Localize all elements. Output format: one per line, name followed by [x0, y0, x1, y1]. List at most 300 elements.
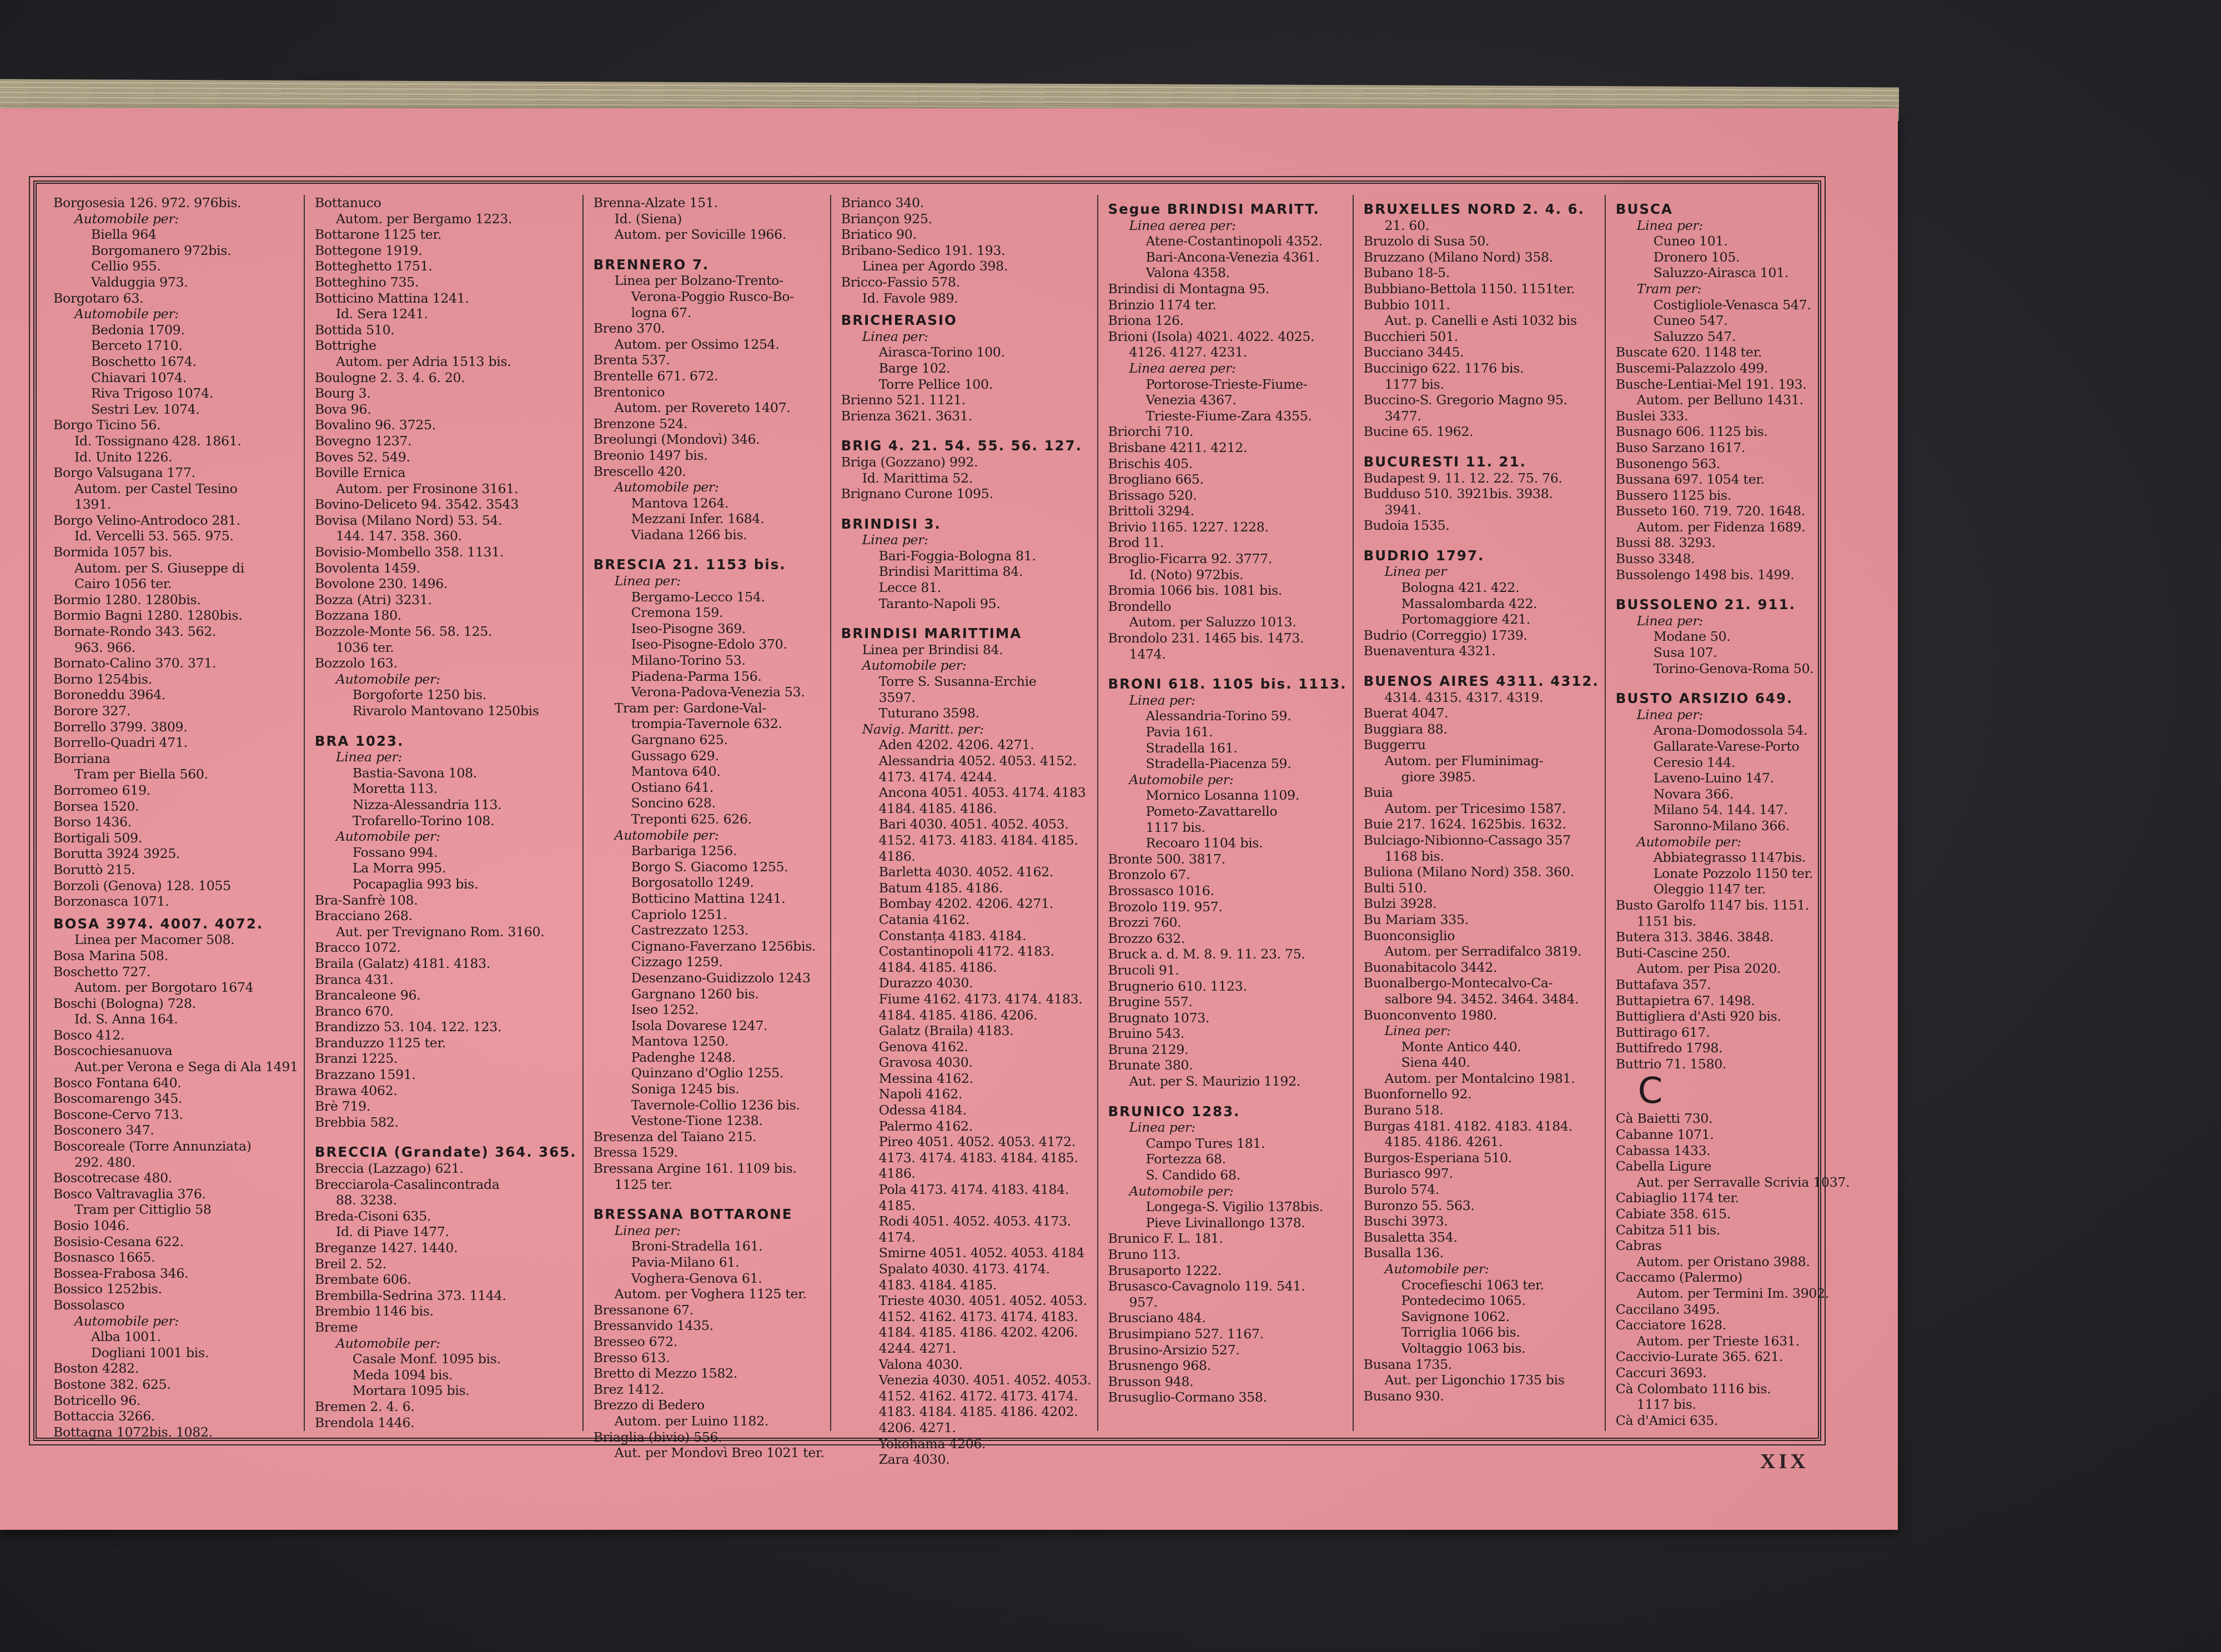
- index-entry: Bornato-Calino 370. 371.: [53, 655, 217, 671]
- index-entry: Treponti 625. 626.: [631, 811, 752, 827]
- index-entry: Bova 96.: [314, 401, 371, 417]
- index-entry: Linea per:: [335, 749, 403, 765]
- index-entry: Bortigali 509.: [53, 830, 142, 846]
- index-entry: Riva Trigoso 1074.: [91, 385, 214, 401]
- index-entry: Automobile per:: [614, 827, 719, 843]
- index-entry: Bubano 18-5.: [1363, 265, 1450, 281]
- index-entry: Autom. per Rovereto 1407.: [614, 400, 791, 416]
- index-entry: Brendola 1446.: [314, 1414, 415, 1430]
- index-entry: Pavia-Milano 61.: [631, 1254, 740, 1270]
- index-entry: Bressanone 67.: [593, 1302, 694, 1318]
- index-entry: Busnago 606. 1125 bis.: [1615, 424, 1768, 440]
- index-entry: Borgo S. Giacomo 1255.: [631, 858, 788, 875]
- index-entry: Constanța 4183. 4184.: [878, 927, 1027, 943]
- index-entry: Rodi 4051. 4052. 4053. 4173.: [878, 1213, 1071, 1229]
- index-entry: Gussago 629.: [631, 747, 719, 764]
- index-entry: Pavia 161.: [1145, 724, 1213, 740]
- section-heading: BRESSANA BOTTARONE: [593, 1206, 793, 1223]
- index-entry: Buriasco 997.: [1363, 1166, 1453, 1182]
- index-entry: Cacciatore 1628.: [1615, 1317, 1727, 1333]
- spacer: [1364, 534, 1599, 541]
- index-entry: Bottagna 1072bis. 1082.: [53, 1424, 213, 1440]
- index-entry: Budoia 1535.: [1363, 518, 1450, 534]
- index-entry: Borromeo 619.: [53, 782, 150, 798]
- index-entry: Budapest 9. 11. 12. 22. 75. 76.: [1363, 470, 1562, 486]
- index-entry: Bubbiano-Bettola 1150. 1151ter.: [1363, 280, 1575, 297]
- index-entry: Linea per: [1384, 564, 1447, 580]
- index-entry: Aut. per Trevignano Rom. 3160.: [335, 923, 545, 940]
- index-entry: Linea per:: [1129, 1119, 1195, 1136]
- index-entry: Tram per Biella 560.: [74, 766, 208, 782]
- index-entry: Bra-Sanfrè 108.: [314, 892, 418, 908]
- index-entry: 963. 966.: [74, 639, 135, 655]
- index-entry: Bresso 613.: [593, 1349, 670, 1365]
- index-entry: Linea per Bolzano-Trento-: [614, 273, 783, 289]
- index-entry: Boulogne 2. 3. 4. 6. 20.: [314, 369, 465, 385]
- index-entry: Bretto di Mezzo 1582.: [593, 1365, 737, 1382]
- index-entry: Valona 4358.: [1145, 265, 1230, 281]
- index-entry: 4185.: [878, 1197, 916, 1213]
- page-number: XIX: [1760, 1450, 1809, 1473]
- index-entry: 1391.: [74, 496, 112, 513]
- index-entry: Cabella Ligure: [1615, 1158, 1712, 1174]
- index-entry: Brusuglio-Cormano 358.: [1108, 1389, 1267, 1405]
- index-entry: Tram per:: [1636, 280, 1702, 297]
- index-entry: Borriana: [53, 750, 110, 766]
- index-entry: Botticino Mattina 1241.: [631, 890, 786, 906]
- index-entry: Bosconero 347.: [53, 1122, 154, 1138]
- index-entry: 4314. 4315. 4317. 4319.: [1384, 689, 1544, 705]
- index-entry: Id. (Noto) 972bis.: [1129, 566, 1244, 583]
- index-entry: Bovolenta 1459.: [314, 560, 420, 576]
- index-entry: Brianco 340.: [841, 195, 924, 210]
- index-entry: Botteghetto 1751.: [314, 258, 433, 274]
- index-entry: Automobile per:: [1129, 1183, 1234, 1199]
- index-entry: Aut. per S. Maurizio 1192.: [1129, 1073, 1301, 1089]
- index-entry: Saluzzo 547.: [1653, 328, 1736, 344]
- index-entry: Boschi (Bologna) 728.: [53, 995, 196, 1011]
- index-entry: Batum 4185. 4186.: [878, 880, 1003, 896]
- index-entry: Cà Colombato 1116 bis.: [1615, 1380, 1771, 1397]
- index-entry: Bari 4030. 4051. 4052. 4053.: [878, 816, 1069, 832]
- index-entry: 4186.: [878, 848, 916, 864]
- index-entry: Bosisio-Cesana 622.: [53, 1233, 184, 1249]
- index-entry: Bruno 113.: [1108, 1247, 1180, 1262]
- index-entry: Voltaggio 1063 bis.: [1401, 1340, 1526, 1356]
- index-entry: Linea per:: [1129, 692, 1195, 708]
- index-entry: Automobile per:: [1636, 833, 1741, 850]
- index-entry: Barbariga 1256.: [631, 843, 737, 859]
- index-entry: Brondolo 231. 1465 bis. 1473.: [1108, 630, 1304, 646]
- index-entry: Buonconsiglio: [1363, 927, 1455, 943]
- index-entry: Bozzana 180.: [314, 607, 402, 624]
- index-entry: Tram per Cittiglio 58: [74, 1202, 212, 1218]
- index-entry: Viadana 1266 bis.: [631, 526, 747, 543]
- index-entry: Borgosatollo 1249.: [631, 875, 754, 891]
- index-entry: Automobile per:: [74, 210, 179, 227]
- index-entry: Bulciago-Nibionno-Cassago 357: [1363, 832, 1571, 848]
- index-entry: Brembilla-Sedrina 373. 1144.: [314, 1287, 506, 1303]
- spacer: [841, 502, 1092, 510]
- index-entry: Borzonasca 1071.: [53, 893, 169, 910]
- index-entry: Bracco 1072.: [314, 940, 401, 956]
- index-entry: Padenghe 1248.: [631, 1049, 736, 1065]
- section-heading: BRUNICO 1283.: [1108, 1103, 1240, 1119]
- index-entry: Cignano-Faverzano 1256bis.: [631, 938, 816, 954]
- index-entry: Branduzzo 1125 ter.: [314, 1035, 446, 1051]
- section-heading: BRINDISI 3.: [841, 515, 941, 532]
- index-entry: Bormio 1280. 1280bis.: [53, 591, 201, 607]
- index-entry: Borno 1254bis.: [53, 671, 152, 687]
- index-entry: Borsea 1520.: [53, 798, 139, 814]
- index-entry: Boscomarengo 345.: [53, 1091, 183, 1107]
- index-entry: Brugnato 1073.: [1108, 1010, 1210, 1026]
- section-heading: BRA 1023.: [314, 732, 404, 749]
- index-entry: Palermo 4162.: [878, 1118, 973, 1134]
- index-entry: Id. (Siena): [614, 210, 682, 227]
- index-entry: Linea per:: [862, 328, 928, 344]
- index-entry: Isola Dovarese 1247.: [631, 1017, 768, 1033]
- index-entry: Catania 4162.: [878, 911, 970, 927]
- index-entry: 4152. 4162. 4173. 4174. 4183.: [878, 1308, 1078, 1324]
- index-entry: Buronzo 55. 563.: [1363, 1197, 1475, 1213]
- index-entry: Messina 4162.: [878, 1070, 973, 1086]
- index-entry: Burgos-Esperiana 510.: [1363, 1149, 1513, 1166]
- index-entry: Brusino-Arsizio 527.: [1108, 1342, 1240, 1358]
- index-entry: Buccino-S. Gregorio Magno 95.: [1363, 392, 1567, 408]
- index-entry: 4183. 4184. 4185.: [878, 1277, 997, 1293]
- index-entry: Biella 964: [91, 227, 157, 243]
- index-entry: Borutta 3924 3925.: [53, 846, 180, 862]
- index-entry: Caccilano 3495.: [1615, 1301, 1720, 1317]
- index-entry: Laveno-Luino 147.: [1653, 770, 1774, 786]
- index-entry: Torre Pellice 100.: [878, 376, 993, 392]
- index-entry: Borore 327.: [53, 703, 130, 719]
- index-entry: 957.: [1129, 1294, 1158, 1310]
- index-entry: 292. 480.: [74, 1154, 135, 1170]
- index-entry: 1036 ter.: [335, 639, 394, 655]
- index-entry: Brindisi Marittima 84.: [878, 564, 1023, 580]
- index-entry: Verona-Poggio Rusco-Bo-: [631, 288, 794, 304]
- index-entry: Bovisa (Milano Nord) 53. 54.: [314, 512, 503, 528]
- index-entry: Crocefieschi 1063 ter.: [1401, 1277, 1544, 1293]
- index-entry: 4174.: [878, 1229, 916, 1245]
- index-entry: Boscochiesanuova: [53, 1043, 173, 1059]
- index-entry: 1117 bis.: [1145, 819, 1205, 835]
- index-entry: Brondello: [1108, 598, 1172, 614]
- index-entry: Quinzano d'Oglio 1255.: [631, 1065, 784, 1081]
- section-heading: Segue BRINDISI MARITT.: [1108, 201, 1320, 217]
- index-entry: Cuneo 547.: [1653, 313, 1728, 329]
- index-entry: Bosco 412.: [53, 1027, 125, 1043]
- index-column-5: [1098, 195, 1354, 1431]
- index-entry: Mantova 640.: [631, 764, 721, 780]
- index-entry: Automobile per:: [1384, 1261, 1489, 1277]
- index-entry: Bruzzano (Milano Nord) 358.: [1363, 249, 1554, 265]
- index-entry: Capriolo 1251.: [631, 906, 727, 922]
- index-entry: Autom. per Fluminimag-: [1384, 753, 1544, 769]
- index-entry: Pieve Livinallongo 1378.: [1145, 1214, 1305, 1231]
- index-entry: Bussi 88. 3293.: [1615, 535, 1716, 551]
- index-entry: Bormida 1057 bis.: [53, 544, 173, 560]
- index-entry: Linea per:: [1636, 217, 1703, 233]
- section-heading: BUSSOLENO 21. 911.: [1615, 596, 1796, 613]
- index-entry: Gargnano 625.: [631, 732, 728, 747]
- index-entry: Brozzi 760.: [1108, 915, 1182, 931]
- index-entry: Briorchi 710.: [1108, 424, 1194, 440]
- index-entry: Bari-Foggia-Bologna 81.: [878, 548, 1036, 564]
- index-entry: Barge 102.: [878, 360, 951, 376]
- index-entry: Brienza 3621. 3631.: [841, 408, 972, 424]
- index-entry: Boves 52. 549.: [314, 449, 410, 465]
- index-entry: Valona 4030.: [878, 1356, 963, 1372]
- index-entry: Fossano 994.: [352, 844, 438, 860]
- spacer: [1364, 659, 1599, 667]
- index-entry: Buonconvento 1980.: [1363, 1007, 1497, 1023]
- index-entry: Buliona (Milano Nord) 358. 360.: [1363, 864, 1574, 880]
- spacer: [315, 1130, 577, 1138]
- index-entry: Boruttò 215.: [53, 861, 135, 877]
- index-entry: Id. Favole 989.: [862, 290, 958, 306]
- index-entry: Broglio-Ficarra 92. 3777.: [1108, 551, 1273, 567]
- index-entry: Saluzzo-Airasca 101.: [1653, 265, 1789, 281]
- index-entry: Pola 4173. 4174. 4183. 4184.: [878, 1182, 1069, 1198]
- index-entry: Atene-Costantinopoli 4352.: [1145, 233, 1323, 249]
- index-entry: Aut. per Ligonchio 1735 bis: [1384, 1372, 1565, 1388]
- index-entry: Busto Garolfo 1147 bis. 1151.: [1615, 897, 1810, 913]
- index-entry: Costigliole-Venasca 547.: [1653, 297, 1811, 313]
- index-entry: Bovalino 96. 3725.: [314, 417, 436, 433]
- index-entry: Autom. per Ossimo 1254.: [614, 336, 780, 352]
- index-entry: Bracciano 268.: [314, 908, 413, 924]
- index-entry: Bottegone 1919.: [314, 242, 423, 258]
- index-entry: Bressana Argine 161. 1109 bis.: [593, 1161, 797, 1177]
- index-entry: Valduggia 973.: [91, 274, 188, 290]
- index-entry: Berceto 1710.: [91, 338, 183, 354]
- index-entry: Brogliano 665.: [1108, 471, 1204, 488]
- index-entry: Id. Vercelli 53. 565. 975.: [74, 528, 234, 544]
- index-entry: Bosco Fontana 640.: [53, 1074, 182, 1091]
- index-entry: Linea per Macomer 508.: [74, 932, 235, 948]
- index-entry: Bussana 697. 1054 ter.: [1615, 471, 1765, 488]
- index-entry: Bruino 543.: [1108, 1026, 1184, 1042]
- index-entry: Iseo 1252.: [631, 1002, 699, 1018]
- index-entry: Automobile per:: [614, 479, 719, 495]
- index-entry: Brentonico: [593, 384, 665, 400]
- index-entry: Pocapaglia 993 bis.: [352, 876, 479, 892]
- book-page: [0, 108, 1898, 1530]
- spacer: [594, 543, 825, 550]
- spacer: [594, 243, 825, 250]
- index-entry: Cairo 1056 ter.: [74, 576, 172, 592]
- index-entry: Bovolone 230. 1496.: [314, 576, 448, 592]
- index-entry: Bribano-Sedico 191. 193.: [841, 242, 1006, 258]
- index-entry: Bozzole-Monte 56. 58. 125.: [314, 624, 493, 640]
- index-entry: Brioni (Isola) 4021. 4022. 4025.: [1108, 328, 1315, 344]
- index-entry: Brescello 420.: [593, 463, 686, 479]
- index-entry: Gargnano 1260 bis.: [631, 986, 759, 1002]
- index-entry: Breda-Cisoni 635.: [314, 1208, 431, 1224]
- index-entry: Id. Sera 1241.: [335, 306, 428, 322]
- index-entry: Yokohama 4206.: [878, 1435, 986, 1452]
- index-entry: Alessandria-Torino 59.: [1145, 708, 1292, 724]
- index-entry: Breno 370.: [593, 320, 665, 337]
- index-entry: 3941.: [1384, 501, 1421, 518]
- index-entry: 4152. 4162. 4172. 4173. 4174.: [878, 1388, 1078, 1404]
- index-entry: Dronero 105.: [1653, 249, 1740, 265]
- section-heading: BRECCIA (Grandate) 364. 365.: [314, 1144, 577, 1161]
- index-entry: Brusasco-Cavagnolo 119. 541.: [1108, 1278, 1305, 1294]
- index-entry: Brecciarola-Casalincontrada: [314, 1176, 500, 1192]
- index-entry: Stradella 161.: [1145, 740, 1238, 756]
- index-entry: Boville Ernica: [314, 465, 406, 481]
- index-entry: Brenzone 524.: [593, 415, 688, 431]
- index-entry: Iseo-Pisogne-Edolo 370.: [631, 636, 787, 652]
- index-entry: Bressa 1529.: [593, 1144, 678, 1161]
- index-entry: giore 3985.: [1401, 769, 1476, 785]
- index-entry: 3477.: [1384, 408, 1421, 424]
- index-entry: 144. 147. 358. 360.: [335, 528, 462, 544]
- index-entry: Boscone-Cervo 713.: [53, 1106, 183, 1122]
- index-entry: Botticino Mattina 1241.: [314, 290, 469, 306]
- index-entry: 1125 ter.: [614, 1176, 673, 1192]
- index-entry: Brignano Curone 1095.: [841, 486, 993, 502]
- index-entry: Bruna 2129.: [1108, 1041, 1189, 1057]
- index-entry: Chiavari 1074.: [91, 369, 187, 385]
- index-entry: 3597.: [878, 689, 916, 705]
- index-entry: 4244. 4271.: [878, 1340, 956, 1356]
- index-entry: Briaglia (bivio) 556.: [593, 1429, 722, 1445]
- index-entry: Linea per:: [1384, 1023, 1451, 1039]
- index-entry: Busonengo 563.: [1615, 455, 1721, 471]
- index-entry: Bastia-Savona 108.: [352, 765, 478, 781]
- index-entry: 1151 bis.: [1636, 913, 1696, 929]
- index-entry: Bottaccia 3266.: [53, 1408, 155, 1424]
- index-entry: Sestri Lev. 1074.: [91, 401, 200, 417]
- index-entry: Automobile per:: [335, 1335, 440, 1351]
- index-entry: Autom. per Castel Tesino: [74, 480, 238, 496]
- index-entry: Bresseo 672.: [593, 1333, 678, 1349]
- index-entry: Bostone 382. 625.: [53, 1376, 171, 1392]
- index-entry: Alba 1001.: [91, 1329, 161, 1345]
- index-entry: Bossico 1252bis.: [53, 1281, 162, 1297]
- index-entry: Brandizzo 53. 104. 122. 123.: [314, 1019, 502, 1035]
- index-entry: Brusciano 484.: [1108, 1310, 1206, 1326]
- index-entry: Breil 2. 52.: [314, 1256, 386, 1272]
- index-entry: Brebbia 582.: [314, 1114, 399, 1130]
- section-heading: BUSTO ARSIZIO 649.: [1615, 690, 1793, 707]
- section-heading: BRUXELLES NORD 2. 4. 6.: [1363, 201, 1585, 217]
- index-entry: Linea aerea per:: [1129, 217, 1236, 233]
- index-entry: Autom. per Saluzzo 1013.: [1129, 614, 1297, 630]
- index-entry: 4183. 4184. 4185. 4186. 4202.: [878, 1404, 1078, 1420]
- index-entry: Bronte 500. 3817.: [1108, 851, 1225, 867]
- index-entry: Buenaventura 4321.: [1363, 643, 1496, 659]
- index-entry: Torino-Genova-Roma 50.: [1653, 660, 1814, 676]
- index-entry: Id. Tossignano 428. 1861.: [74, 433, 242, 449]
- index-entry: Cabiate 358. 615.: [1615, 1206, 1731, 1222]
- index-entry: Automobile per:: [862, 657, 967, 674]
- index-entry: Boston 4282.: [53, 1360, 139, 1377]
- index-entry: Brucoli 91.: [1108, 962, 1179, 978]
- index-entry: Venezia 4367.: [1145, 392, 1237, 408]
- index-entry: Buti-Cascine 250.: [1615, 945, 1731, 961]
- index-entry: Stradella-Piacenza 59.: [1145, 756, 1292, 772]
- index-entry: Brembio 1146 bis.: [314, 1303, 434, 1319]
- index-entry: Mornico Losanna 1109.: [1145, 787, 1300, 804]
- index-entry: Ancona 4051. 4053. 4174. 4183: [878, 785, 1086, 801]
- index-entry: Bovegno 1237.: [314, 433, 412, 449]
- index-entry: Busana 1735.: [1363, 1356, 1452, 1372]
- index-entry: 1168 bis.: [1384, 848, 1444, 864]
- index-column-7: [1606, 195, 1856, 1431]
- index-entry: Brancaleone 96.: [314, 987, 421, 1003]
- index-entry: Autom. per Tricesimo 1587.: [1384, 800, 1566, 816]
- index-entry: Bossea-Frabosa 346.: [53, 1265, 189, 1281]
- index-entry: Autom. per Pisa 2020.: [1636, 961, 1781, 977]
- index-entry: Milano-Torino 53.: [631, 652, 746, 669]
- index-entry: Fortezza 68.: [1145, 1151, 1226, 1167]
- index-entry: Buscemi-Palazzolo 499.: [1615, 360, 1768, 376]
- index-entry: Autom. per Montalcino 1981.: [1384, 1070, 1575, 1086]
- index-entry: Soniga 1245 bis.: [631, 1081, 740, 1097]
- index-entry: Brusimpiano 527. 1167.: [1108, 1325, 1264, 1342]
- index-entry: Autom. per Oristano 3988.: [1636, 1253, 1810, 1269]
- index-entry: Bulzi 3928.: [1363, 896, 1437, 912]
- index-entry: 4184. 4185. 4186. 4202. 4206.: [878, 1324, 1078, 1340]
- index-entry: Campo Tures 181.: [1145, 1135, 1265, 1151]
- index-entry: Alessandria 4052. 4053. 4152.: [878, 753, 1077, 769]
- index-entry: Durazzo 4030.: [878, 975, 973, 991]
- index-entry: Bussolengo 1498 bis. 1499.: [1615, 566, 1795, 583]
- index-entry: Broni-Stradella 161.: [631, 1238, 763, 1254]
- index-entry: Bottida 510.: [314, 322, 395, 338]
- index-entry: Butera 313. 3846. 3848.: [1615, 929, 1774, 945]
- index-entry: Ostiano 641.: [631, 779, 713, 795]
- index-entry: Casale Monf. 1095 bis.: [352, 1351, 501, 1367]
- index-entry: Pometo-Zavattarello: [1145, 803, 1278, 819]
- index-entry: Bu Mariam 335.: [1363, 911, 1469, 927]
- index-entry: 4152. 4173. 4183. 4184. 4185.: [878, 832, 1078, 848]
- index-entry: Borgo Ticino 56.: [53, 417, 161, 433]
- index-entry: Torriglia 1066 bis.: [1401, 1324, 1520, 1340]
- index-entry: Bormio Bagni 1280. 1280bis.: [53, 607, 243, 624]
- index-entry: Briga (Gozzano) 992.: [841, 454, 978, 470]
- index-entry: Brunate 380.: [1108, 1057, 1193, 1073]
- index-entry: Bosco Valtravaglia 376.: [53, 1186, 206, 1202]
- index-entry: Brusnengo 968.: [1108, 1358, 1211, 1374]
- index-entry: Bromia 1066 bis. 1081 bis.: [1108, 583, 1283, 599]
- index-entry: Brozzo 632.: [1108, 930, 1185, 946]
- index-entry: S. Candido 68.: [1145, 1167, 1240, 1183]
- index-entry: Caccivio-Lurate 365. 621.: [1615, 1349, 1783, 1365]
- index-entry: Navig. Maritt. per:: [862, 721, 984, 737]
- index-entry: Linea per:: [614, 573, 681, 589]
- spacer: [1108, 1089, 1347, 1097]
- index-entry: Buie 217. 1624. 1625bis. 1632.: [1363, 816, 1566, 832]
- index-entry: Automobile per:: [74, 1313, 179, 1329]
- index-entry: Pontedecimo 1065.: [1401, 1293, 1526, 1309]
- index-entry: Bergamo-Lecco 154.: [631, 589, 765, 605]
- index-entry: Abbiategrasso 1147bis.: [1653, 850, 1806, 866]
- index-entry: Savignone 1062.: [1401, 1308, 1510, 1324]
- index-entry: Boscotrecase 480.: [53, 1170, 173, 1186]
- index-entry: Burano 518.: [1363, 1102, 1444, 1118]
- index-entry: Autom. per S. Giuseppe di: [74, 560, 244, 576]
- section-heading: BRESCIA 21. 1153 bis.: [593, 556, 786, 573]
- index-entry: Castrezzato 1253.: [631, 922, 749, 938]
- index-entry: 4173. 4174. 4244.: [878, 769, 997, 785]
